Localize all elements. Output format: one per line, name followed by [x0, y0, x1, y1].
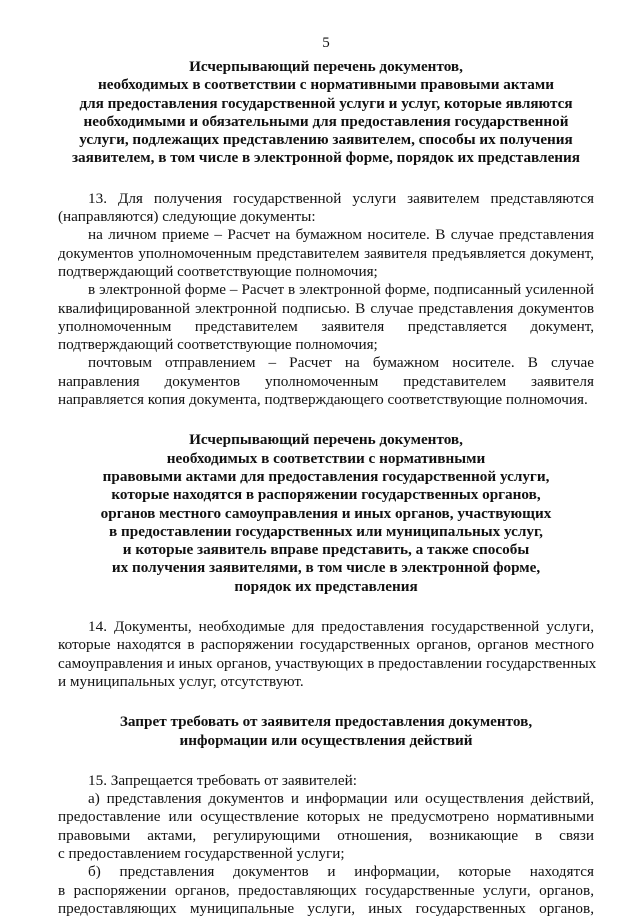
heading-line: Запрет требовать от заявителя предоставления документов,	[119, 713, 533, 731]
text-line: (направляются) следующие документы:	[58, 208, 316, 226]
heading-line: услуги, подлежащих представлению заявителем, способы их получения	[79, 131, 573, 149]
text-line: б) представления документов и информации, которые находятся	[88, 863, 594, 881]
heading-line: необходимых в соответствии с нормативными	[166, 449, 486, 467]
heading-line: которые находятся в распоряжении государственных органов,	[111, 486, 541, 504]
paragraph-personal-reception	[58, 226, 594, 281]
paragraph-14	[58, 618, 597, 691]
heading-line: Исчерпывающий перечень документов,	[189, 431, 463, 449]
text-line: и муниципальных услуг, отсутствуют.	[58, 672, 304, 690]
heading-line: заявителем, в том числе в электронной форме, порядок их представления	[71, 149, 581, 167]
text-line: а) представления документов и информации или осуществления действий,	[88, 790, 594, 808]
text-line: которые находятся в распоряжении государственных органов, органов местного	[58, 636, 594, 654]
section-heading-prohibition	[58, 713, 594, 750]
text-line: 15. Запрещается требовать от заявителей:	[88, 771, 357, 789]
heading-line: необходимых в соответствии с нормативными правовыми актами	[98, 76, 554, 94]
text-line: документов уполномоченным представителем заявителя предъявляется документ,	[58, 244, 594, 262]
heading-line: необходимыми и обязательными для предоставления государственной	[83, 112, 569, 130]
section-heading-documents-in-possession	[58, 431, 594, 596]
text-line: направляется копия документа, подтверждающего соответствующие полномочия.	[58, 391, 588, 409]
text-line: уполномоченным представителем заявителя представляется документ,	[58, 317, 594, 335]
text-line: почтовым отправлением – Расчет на бумажном носителе. В случае	[88, 354, 594, 372]
paragraph-15a	[58, 790, 594, 863]
page-number: 5	[322, 35, 330, 51]
text-line: квалифицированной электронной подписью. В случае представления документов	[58, 299, 594, 317]
heading-line: порядок их представления	[234, 577, 418, 595]
paragraph-electronic-form	[58, 281, 594, 354]
section-heading-documents-required	[58, 58, 594, 168]
text-line: с предоставлением государственной услуги;	[58, 844, 345, 862]
heading-line: в предоставлении государственных или муниципальных услуг,	[109, 522, 543, 540]
text-line: 14. Документы, необходимые для предоставления государственной услуги,	[88, 618, 594, 636]
text-line: направления документов уполномоченным представителем заявителя	[58, 372, 594, 390]
heading-line: для предоставления государственной услуги и услуг, которые являются	[79, 94, 573, 112]
text-line: правовыми актами, регулирующими отношения, возникающие в связи	[58, 826, 594, 844]
text-line: самоуправления и иных органов, участвующих в предоставлении государственных	[58, 654, 597, 672]
heading-line: правовыми актами для предоставления государственной услуги,	[102, 467, 550, 485]
text-line: в электронной форме – Расчет в электронной форме, подписанный усиленной	[88, 281, 594, 299]
text-line: 13. Для получения государственной услуги заявителем представляются	[88, 189, 594, 207]
paragraph-postal	[58, 354, 594, 409]
paragraph-13	[58, 190, 594, 227]
paragraph-15b	[58, 863, 594, 918]
heading-line: органов местного самоуправления и иных органов, участвующих	[100, 504, 552, 522]
text-line: подтверждающий соответствующие полномочия;	[58, 336, 378, 354]
text-line: подтверждающий соответствующие полномочия;	[58, 262, 378, 280]
text-line: на личном приеме – Расчет на бумажном носителе. В случае представления	[88, 226, 594, 244]
heading-line: информации или осуществления действий	[179, 731, 473, 749]
heading-line: их получения заявителями, в том числе в электронной форме,	[111, 559, 541, 577]
heading-line: и которые заявитель вправе представить, а также способы	[122, 541, 530, 559]
paragraph-15	[58, 772, 594, 790]
text-line: в распоряжении органов, предоставляющих государственные услуги, органов,	[58, 881, 594, 899]
text-line: предоставление или осуществление которых не предусмотрено нормативными	[58, 808, 594, 826]
heading-line: Исчерпывающий перечень документов,	[189, 58, 463, 75]
text-line: предоставляющих муниципальные услуги, иных государственных органов,	[58, 899, 594, 917]
